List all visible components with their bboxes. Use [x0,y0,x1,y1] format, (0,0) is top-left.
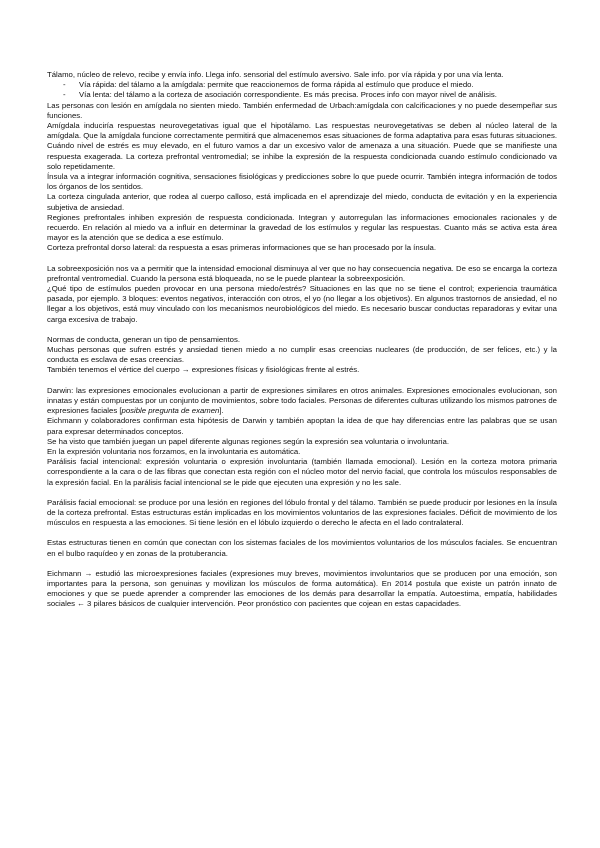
paragraph-emotional-paralysis: Parálisis facial emocional: se produce por una lesión en regiones del lóbulo frontal y del tálamo. También se puede producir por lesiones en la ínsula de la corteza prefrontal. Estas estructuras están implicadas en los movimientos voluntarios de las expresiones faciales. Déficit de movimiento de los músculos en respuesta a las emociones. Si tiene lesión en el lóbulo izquierdo o derecho le afecta en el lado contralateral. [47,497,557,528]
exam-note: posible pregunta de examen [121,406,220,416]
paragraph-microexpressions: Eichmann → estudió las microexpresiones faciales (expresiones muy breves, movimientos involuntarios que se producen por una emoción, son importantes para la persona, son genuinas y movilizan los músculos de forma automática). En 2014 postula que existe un patrón innato de emociones y que se puede aprender a comprender las emociones de los demás para desarrollar la empatía. Autoestima, empatía, habilidades sociales ← 3 pilares básicos de cualquier intervención. Peor pronóstico con pacientes que cojean en estas capacidades. [47,568,557,609]
paragraph-stimuli: ¿Qué tipo de estímulos pueden provocar en una persona miedo/estrés? Situaciones en las que no se tiene el control; experiencia traumática pasada, por ejemplo. 3 bloques: eventos negativos, interacción con otros, el yo (no llegar a los objetivos). En algunos trastornos de ansiedad, el no llegar a los objetivos, está muy vinculado con los mecanismos neurobiológicos del miedo. Es necesario buscar conductas reparadoras y evitar una carga excesiva de trabajo. [47,284,557,324]
paragraph-amygdala-lesion: Las personas con lesión en amígdala no sienten miedo. También enfermedad de Urbach:amígdala con calcificaciones y no puede desempeñar sus funciones. [47,100,557,120]
paragraph-darwin: Darwin: las expresiones emocionales evolucionan a partir de expresiones similares en otros animales. Expresiones emocionales evolucionan, son innatas y están compuestas por un conjunto de movimientos, sobre todo faciales. Personas de diferentes culturas utilizando los mismos patrones de expresiones faciales [posible pregunta de examen]. [47,385,557,416]
list-item: - Vía rápida: del tálamo a la amígdala: permite que reaccionemos de forma rápida al estímulo que produce el miedo. [63,80,474,90]
paragraph-eichmann-hypothesis: Eichmann y colaboradores confirman esta hipótesis de Darwin y también apoptan la idea de que hay diferencias entre las palabras que se usan para expresar determinados conceptos. [47,416,557,436]
paragraph-beliefs: Muchas personas que sufren estrés y ansiedad tienen miedo a no cumplir esas creencias nucleares (de producción, de ser felices, etc.) y la conducta es esclava de esas creencias. [47,345,557,365]
paragraph-norms: Normas de conducta, generan un tipo de pensamientos. [47,334,241,344]
bullet-dash: - [63,90,66,100]
paragraph-prefrontal: Regiones prefrontales inhiben expresión de respuesta condicionada. Integran y autorregulan las informaciones emocionales racionales y de recuerdo. En relación al miedo va a influir en determinar la gravedad de los estímulos y regular las respuestas. Cuanto más se activa esta área mayor es la atención que se dedica a ese estímulo. [47,212,557,243]
paragraph-structures: Estas estructuras tienen en común que conectan con los sistemas faciales de los movimientos voluntarios de los músculos faciales. Se encuentran en el bulbo raquídeo y en zonas de la protuberancia. [47,538,557,558]
paragraph-thalamus: Tálamo, núcleo de relevo, recibe y envía info. Llega info. sensorial del estímulo aversivo. Sale info. por vía rápida y por una vía lenta. [47,70,504,79]
paragraph-amygdala-responses: Amígdala induciría respuestas neurovegetativas igual que el hipotálamo. Las respuestas neurovegetativas se deben al núcleo lateral de la amígdala. Que la amígdala funcione correctamente permitirá que almacenemos esas situaciones de forma adaptativa para esas futuras situaciones. Cuándo nivel de estrés es muy elevado, en el futuro vamos a dar un excesivo valor de amenaza a una situación. Puede que se manifieste una respuesta exagerada. La corteza prefrontal ventromedial; se inhibe la expresión de la respuesta condicionada cuando estímulo condicionado va solo repetidamente. [47,121,557,171]
paragraph-cingulate: La corteza cingulada anterior, que rodea al cuerpo calloso, está implicada en el aprendizaje del miedo, conducta de evitación y en la experiencia subjetiva de ansiedad. [47,192,557,212]
paragraph-regions: Se ha visto que también juegan un papel diferente algunas regiones según la expresión sea voluntaria o involuntaria. [47,436,449,446]
paragraph-dorsolateral: Corteza prefrontal dorso lateral: da respuesta a esas primeras informaciones que se han procesado por la ínsula. [47,243,437,253]
bullet-dash: - [63,80,66,90]
paragraph-intentional-paralysis: Parálisis facial intencional: expresión voluntaria o expresión involuntaria (también llamada emocional). Lesión en la corteza motora primaria correspondiente a la cara o de las fibras que conectan esta región con el núcleo motor del nervio facial, que controla los músculos responsables de la expresión facial. En la parálisis facial intencional se le pide que ejecuten una expresión y no les sale. [47,457,557,487]
list-item: - Vía lenta: del tálamo a la corteza de asociación correspondiente. Es más precisa. Proces info con mayor nivel de análisis. [63,90,497,100]
paragraph-overexposure: La sobreexposición nos va a permitir que la intensidad emocional disminuya al ver que no hay consecuencia negativa. De eso se encarga la corteza prefrontal ventromedial. Cuando la persona está bloqueada, no se le puede plantear la sobreexposición. [47,263,557,283]
pathway-list [47,80,557,100]
paragraph-insula: Ínsula va a integrar información cognitiva, sensaciones fisiológicas y predicciones sobre lo que puede ocurrir. También integra información de todos los órganos de los sentidos. [47,172,557,192]
paragraph-voluntary: En la expresión voluntaria nos forzamos, en la involuntaria es automática. [47,446,301,456]
paragraph-body-vertex: También tenemos el vértice del cuerpo → expresiones físicas y fisiológicas frente al estrés. [47,365,360,375]
document-page [47,70,557,610]
